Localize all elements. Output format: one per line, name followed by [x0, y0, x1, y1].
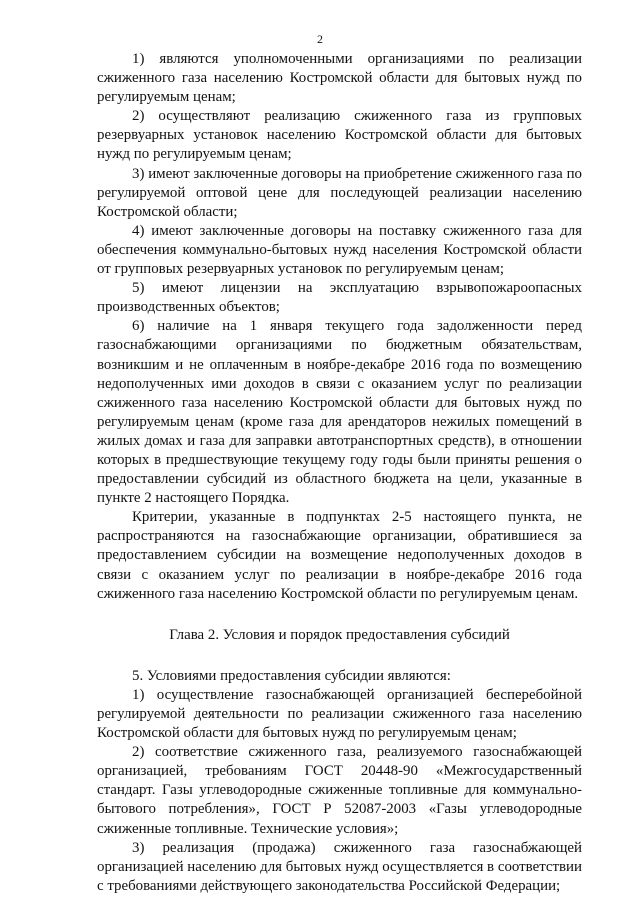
paragraph-condition-3: 3) реализация (продажа) сжиженного газа газоснабжающей организацией населению для бытовых нужд осуществляется в соответствии с требованиями действующего законодательства Российской Федерации; [97, 839, 582, 894]
paragraph-condition-2: 2) соответствие сжиженного газа, реализуемого газоснабжающей организацией, требованиям ГОСТ 20448-90 «Межгосударственный стандарт. Газы углеводородные сжиженные топливные для коммунально-бытового потребления», ГОСТ Р 52087-2003 «Газы углеводородные сжиженные топливные. Технические условия»; [97, 744, 582, 837]
chapter-heading: Глава 2. Условия и порядок предоставления субсидий [169, 626, 510, 643]
document-body [97, 50, 582, 896]
paragraph-item-5: 5) имеют лицензии на эксплуатацию взрывопожароопасных производственных объектов; [97, 280, 582, 316]
paragraph-conditions-intro: 5. Условиями предоставления субсидии являются: [132, 667, 451, 684]
page-number: 2 [317, 32, 323, 46]
paragraph-condition-1: 1) осуществление газоснабжающей организацией бесперебойной регулируемой деятельности по реализации сжиженного газа населению Костромской области для бытовых нужд по регулируемым ценам; [97, 686, 582, 742]
paragraph-item-1: 1) являются уполномоченными организациями по реализации сжиженного газа населению Костромской области для бытовых нужд по регулируемым ценам; [97, 51, 582, 106]
paragraph-item-3: 3) имеют заключенные договоры на приобретение сжиженного газа по регулируемой оптовой цене для последующей реализации населению Костромской области; [97, 165, 582, 220]
paragraph-criteria: Критерии, указанные в подпунктах 2-5 настоящего пункта, не распространяются на газоснабжающие организации, обратившиеся за предоставлением субсидии на возмещение недополученных доходов в связи с оказанием услуг по реализации в ноябре-декабре 2016 года сжиженного газа населению Костромской области по регулируемым ценам. [97, 509, 582, 602]
paragraph-item-6: 6) наличие на 1 января текущего года задолженности перед газоснабжающими организациями по бюджетным обязательствам, возникшим и не оплаченным в ноябре-декабре 2016 года по возмещению недополученных ими доходов в связи с оказанием услуг по реализации сжиженного газа населению Костромской области для бытовых нужд по регулируемым ценам (кроме газа для арендаторов нежилых помещений в жилых домах и газа для заправки автотранспортных средств), в отношении которых в предшествующие текущему году годы были приняты решения о предоставлении субсидий из областного бюджета на цели, указанные в пункте 2 настоящего Порядка. [97, 318, 582, 507]
paragraph-item-2: 2) осуществляют реализацию сжиженного газа из групповых резервуарных установок населению Костромской области для бытовых нужд по регулируемым ценам; [97, 108, 582, 163]
paragraph-item-4: 4) имеют заключенные договоры на поставку сжиженного газа для обеспечения коммунально-бытовых нужд населения Костромской области от групповых резервуарных установок по регулируемым ценам; [97, 222, 582, 278]
